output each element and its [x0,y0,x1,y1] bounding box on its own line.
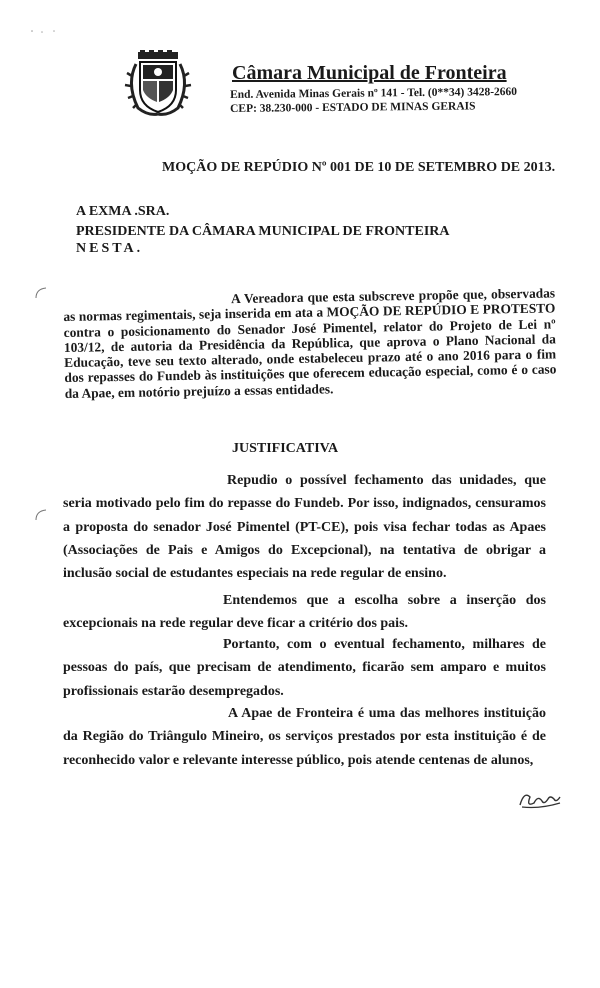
document-title: MOÇÃO DE REPÚDIO Nº 001 DE 10 DE SETEMBRO DE 2013. [162,160,556,175]
justification-heading: JUSTIFICATIVA [232,441,339,456]
handwritten-initials-icon [516,787,564,811]
scan-marks-icon [28,26,68,36]
address-line: End. Avenida Minas Gerais nº 141 - Tel. (0**34) 3428-2660 [230,85,518,101]
recipient-line-2: PRESIDENTE DA CÂMARA MUNICIPAL DE FRONTEIRA [76,224,450,239]
justification-paragraph: Entendemos que a escolha sobre a inserção dos excepcionais na rede regular deve ficar a critério dos pais. [63,593,546,632]
municipal-coat-of-arms-icon [122,50,194,118]
punch-hole-icon [34,508,48,522]
organization-name: Câmara Municipal de Fronteira [232,62,507,84]
cep-line: CEP: 38.230-000 - ESTADO DE MINAS GERAIS [230,100,476,115]
recipient-line-3: NESTA. [76,241,144,256]
punch-hole-icon [34,286,48,300]
justification-paragraph: Portanto, com o eventual fechamento, milhares de pessoas do país, que precisam de atendimento, ficarão sem amparo e muitos profissionais estarão desempregados. [63,637,546,699]
justification-paragraph: Repudio o possível fechamento das unidades, que seria motivado pelo fim do repasse do Fundeb. Por isso, indignados, censuramos a proposta do senador José Pimentel (PT-CE), pois visa fechar todas as Apaes (Associações de Pais e Amigos do Excepcional), na tentativa de obrigar a inclusão social de estudantes especiais na rede regular de ensino. [63,473,546,582]
recipient-line-1: A EXMA .SRA. [76,204,170,219]
motion-paragraph: A Vereadora que esta subscreve propõe que, observadas as normas regimentais, seja inserida em ata a MOÇÃO DE REPÚDIO E PROTESTO contra o posicionamento do Senador José Pimentel, relator do Projeto de Lei nº 103/12, de autoria da Presidência da República, que aprova o Plano Nacional da Educação, teve seu texto alterado, onde estabeleceu prazo até o ano 2016 para o fim dos repasses do Fundeb às instituições que oferecem educação especial, como é o caso da Apae, em notório prejuízo a essas entidades. [63,285,557,401]
justification-paragraph: A Apae de Fronteira é uma das melhores instituição da Região do Triângulo Mineiro, os serviços prestados por esta instituição é de reconhecido valor e relevante interesse público, pois atende centenas de alunos, [63,706,546,768]
